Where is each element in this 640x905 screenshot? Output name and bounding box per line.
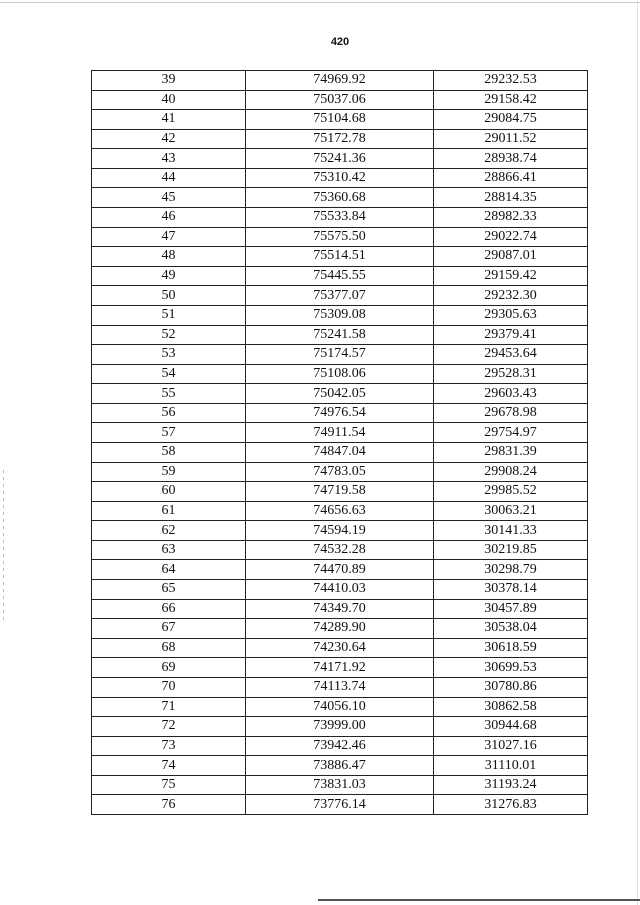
y-coordinate-cell: 29022.74	[434, 227, 588, 247]
y-coordinate-cell: 30298.79	[434, 560, 588, 580]
point-number-cell: 56	[92, 403, 246, 423]
x-coordinate-cell: 75514.51	[246, 247, 434, 267]
point-number-cell: 45	[92, 188, 246, 208]
x-coordinate-cell: 75310.42	[246, 168, 434, 188]
point-number-cell: 53	[92, 345, 246, 365]
y-coordinate-cell: 29305.63	[434, 305, 588, 325]
x-coordinate-cell: 75108.06	[246, 364, 434, 384]
y-coordinate-cell: 29084.75	[434, 110, 588, 130]
table-row	[92, 168, 588, 188]
coordinates-table	[91, 70, 588, 815]
table-row	[92, 286, 588, 306]
x-coordinate-cell: 73831.03	[246, 775, 434, 795]
y-coordinate-cell: 30780.86	[434, 677, 588, 697]
table-row	[92, 325, 588, 345]
table-row	[92, 90, 588, 110]
table-row	[92, 540, 588, 560]
table-row	[92, 756, 588, 776]
point-number-cell: 64	[92, 560, 246, 580]
y-coordinate-cell: 29908.24	[434, 462, 588, 482]
y-coordinate-cell: 30538.04	[434, 619, 588, 639]
table-row	[92, 560, 588, 580]
y-coordinate-cell: 31110.01	[434, 756, 588, 776]
point-number-cell: 63	[92, 540, 246, 560]
table-row	[92, 403, 588, 423]
point-number-cell: 76	[92, 795, 246, 815]
x-coordinate-cell: 75360.68	[246, 188, 434, 208]
point-number-cell: 62	[92, 521, 246, 541]
x-coordinate-cell: 74171.92	[246, 658, 434, 678]
y-coordinate-cell: 28814.35	[434, 188, 588, 208]
table-row	[92, 599, 588, 619]
y-coordinate-cell: 30141.33	[434, 521, 588, 541]
table-row	[92, 717, 588, 737]
point-number-cell: 55	[92, 384, 246, 404]
y-coordinate-cell: 29158.42	[434, 90, 588, 110]
x-coordinate-cell: 74594.19	[246, 521, 434, 541]
table-row	[92, 266, 588, 286]
point-number-cell: 43	[92, 149, 246, 169]
y-coordinate-cell: 30063.21	[434, 501, 588, 521]
point-number-cell: 54	[92, 364, 246, 384]
table-row	[92, 697, 588, 717]
y-coordinate-cell: 29379.41	[434, 325, 588, 345]
table-row	[92, 227, 588, 247]
page-number: 420	[330, 36, 350, 48]
y-coordinate-cell: 29985.52	[434, 482, 588, 502]
x-coordinate-cell: 75037.06	[246, 90, 434, 110]
x-coordinate-cell: 75377.07	[246, 286, 434, 306]
point-number-cell: 49	[92, 266, 246, 286]
scan-artifact-left	[3, 470, 4, 620]
y-coordinate-cell: 30618.59	[434, 638, 588, 658]
point-number-cell: 74	[92, 756, 246, 776]
x-coordinate-cell: 74289.90	[246, 619, 434, 639]
x-coordinate-cell: 75241.36	[246, 149, 434, 169]
point-number-cell: 61	[92, 501, 246, 521]
point-number-cell: 50	[92, 286, 246, 306]
point-number-cell: 51	[92, 305, 246, 325]
y-coordinate-cell: 29453.64	[434, 345, 588, 365]
point-number-cell: 44	[92, 168, 246, 188]
y-coordinate-cell: 29603.43	[434, 384, 588, 404]
table-row	[92, 149, 588, 169]
y-coordinate-cell: 28938.74	[434, 149, 588, 169]
point-number-cell: 48	[92, 247, 246, 267]
point-number-cell: 58	[92, 442, 246, 462]
y-coordinate-cell: 29232.30	[434, 286, 588, 306]
y-coordinate-cell: 28982.33	[434, 208, 588, 228]
x-coordinate-cell: 74230.64	[246, 638, 434, 658]
y-coordinate-cell: 30862.58	[434, 697, 588, 717]
x-coordinate-cell: 74976.54	[246, 403, 434, 423]
table-row	[92, 208, 588, 228]
x-coordinate-cell: 74719.58	[246, 482, 434, 502]
y-coordinate-cell: 29011.52	[434, 129, 588, 149]
y-coordinate-cell: 28866.41	[434, 168, 588, 188]
scan-border-right	[637, 0, 638, 905]
table-row	[92, 775, 588, 795]
y-coordinate-cell: 29831.39	[434, 442, 588, 462]
point-number-cell: 75	[92, 775, 246, 795]
point-number-cell: 57	[92, 423, 246, 443]
x-coordinate-cell: 75174.57	[246, 345, 434, 365]
x-coordinate-cell: 74349.70	[246, 599, 434, 619]
point-number-cell: 66	[92, 599, 246, 619]
x-coordinate-cell: 75241.58	[246, 325, 434, 345]
table-row	[92, 736, 588, 756]
scan-border-top	[0, 2, 640, 3]
y-coordinate-cell: 29528.31	[434, 364, 588, 384]
point-number-cell: 70	[92, 677, 246, 697]
point-number-cell: 39	[92, 71, 246, 91]
x-coordinate-cell: 75172.78	[246, 129, 434, 149]
y-coordinate-cell: 30944.68	[434, 717, 588, 737]
point-number-cell: 52	[92, 325, 246, 345]
table-row	[92, 305, 588, 325]
point-number-cell: 69	[92, 658, 246, 678]
y-coordinate-cell: 29754.97	[434, 423, 588, 443]
table-row	[92, 364, 588, 384]
x-coordinate-cell: 74656.63	[246, 501, 434, 521]
y-coordinate-cell: 31027.16	[434, 736, 588, 756]
x-coordinate-cell: 74911.54	[246, 423, 434, 443]
y-coordinate-cell: 30699.53	[434, 658, 588, 678]
point-number-cell: 71	[92, 697, 246, 717]
x-coordinate-cell: 74783.05	[246, 462, 434, 482]
table-row	[92, 521, 588, 541]
table-row	[92, 345, 588, 365]
point-number-cell: 41	[92, 110, 246, 130]
table-row	[92, 795, 588, 815]
x-coordinate-cell: 75309.08	[246, 305, 434, 325]
table-row	[92, 442, 588, 462]
y-coordinate-cell: 30378.14	[434, 580, 588, 600]
x-coordinate-cell: 74056.10	[246, 697, 434, 717]
point-number-cell: 72	[92, 717, 246, 737]
point-number-cell: 46	[92, 208, 246, 228]
scan-border-bottom	[318, 899, 640, 901]
y-coordinate-cell: 29087.01	[434, 247, 588, 267]
x-coordinate-cell: 74532.28	[246, 540, 434, 560]
y-coordinate-cell: 29678.98	[434, 403, 588, 423]
point-number-cell: 65	[92, 580, 246, 600]
point-number-cell: 60	[92, 482, 246, 502]
table-row	[92, 110, 588, 130]
table-row	[92, 247, 588, 267]
x-coordinate-cell: 74113.74	[246, 677, 434, 697]
table-row	[92, 580, 588, 600]
x-coordinate-cell: 73999.00	[246, 717, 434, 737]
table-row	[92, 384, 588, 404]
point-number-cell: 40	[92, 90, 246, 110]
x-coordinate-cell: 74847.04	[246, 442, 434, 462]
table-row	[92, 501, 588, 521]
point-number-cell: 68	[92, 638, 246, 658]
table-row	[92, 677, 588, 697]
table-row	[92, 71, 588, 91]
x-coordinate-cell: 73776.14	[246, 795, 434, 815]
y-coordinate-cell: 30457.89	[434, 599, 588, 619]
x-coordinate-cell: 75042.05	[246, 384, 434, 404]
coordinates-table-body	[92, 71, 588, 815]
table-row	[92, 619, 588, 639]
y-coordinate-cell: 31193.24	[434, 775, 588, 795]
table-row	[92, 129, 588, 149]
table-row	[92, 658, 588, 678]
y-coordinate-cell: 29232.53	[434, 71, 588, 91]
point-number-cell: 73	[92, 736, 246, 756]
point-number-cell: 42	[92, 129, 246, 149]
table-row	[92, 638, 588, 658]
x-coordinate-cell: 74470.89	[246, 560, 434, 580]
table-row	[92, 423, 588, 443]
table-row	[92, 482, 588, 502]
y-coordinate-cell: 31276.83	[434, 795, 588, 815]
table-row	[92, 188, 588, 208]
x-coordinate-cell: 75104.68	[246, 110, 434, 130]
point-number-cell: 67	[92, 619, 246, 639]
x-coordinate-cell: 74969.92	[246, 71, 434, 91]
point-number-cell: 47	[92, 227, 246, 247]
x-coordinate-cell: 73942.46	[246, 736, 434, 756]
x-coordinate-cell: 75575.50	[246, 227, 434, 247]
x-coordinate-cell: 73886.47	[246, 756, 434, 776]
x-coordinate-cell: 74410.03	[246, 580, 434, 600]
x-coordinate-cell: 75533.84	[246, 208, 434, 228]
point-number-cell: 59	[92, 462, 246, 482]
x-coordinate-cell: 75445.55	[246, 266, 434, 286]
y-coordinate-cell: 29159.42	[434, 266, 588, 286]
table-row	[92, 462, 588, 482]
y-coordinate-cell: 30219.85	[434, 540, 588, 560]
